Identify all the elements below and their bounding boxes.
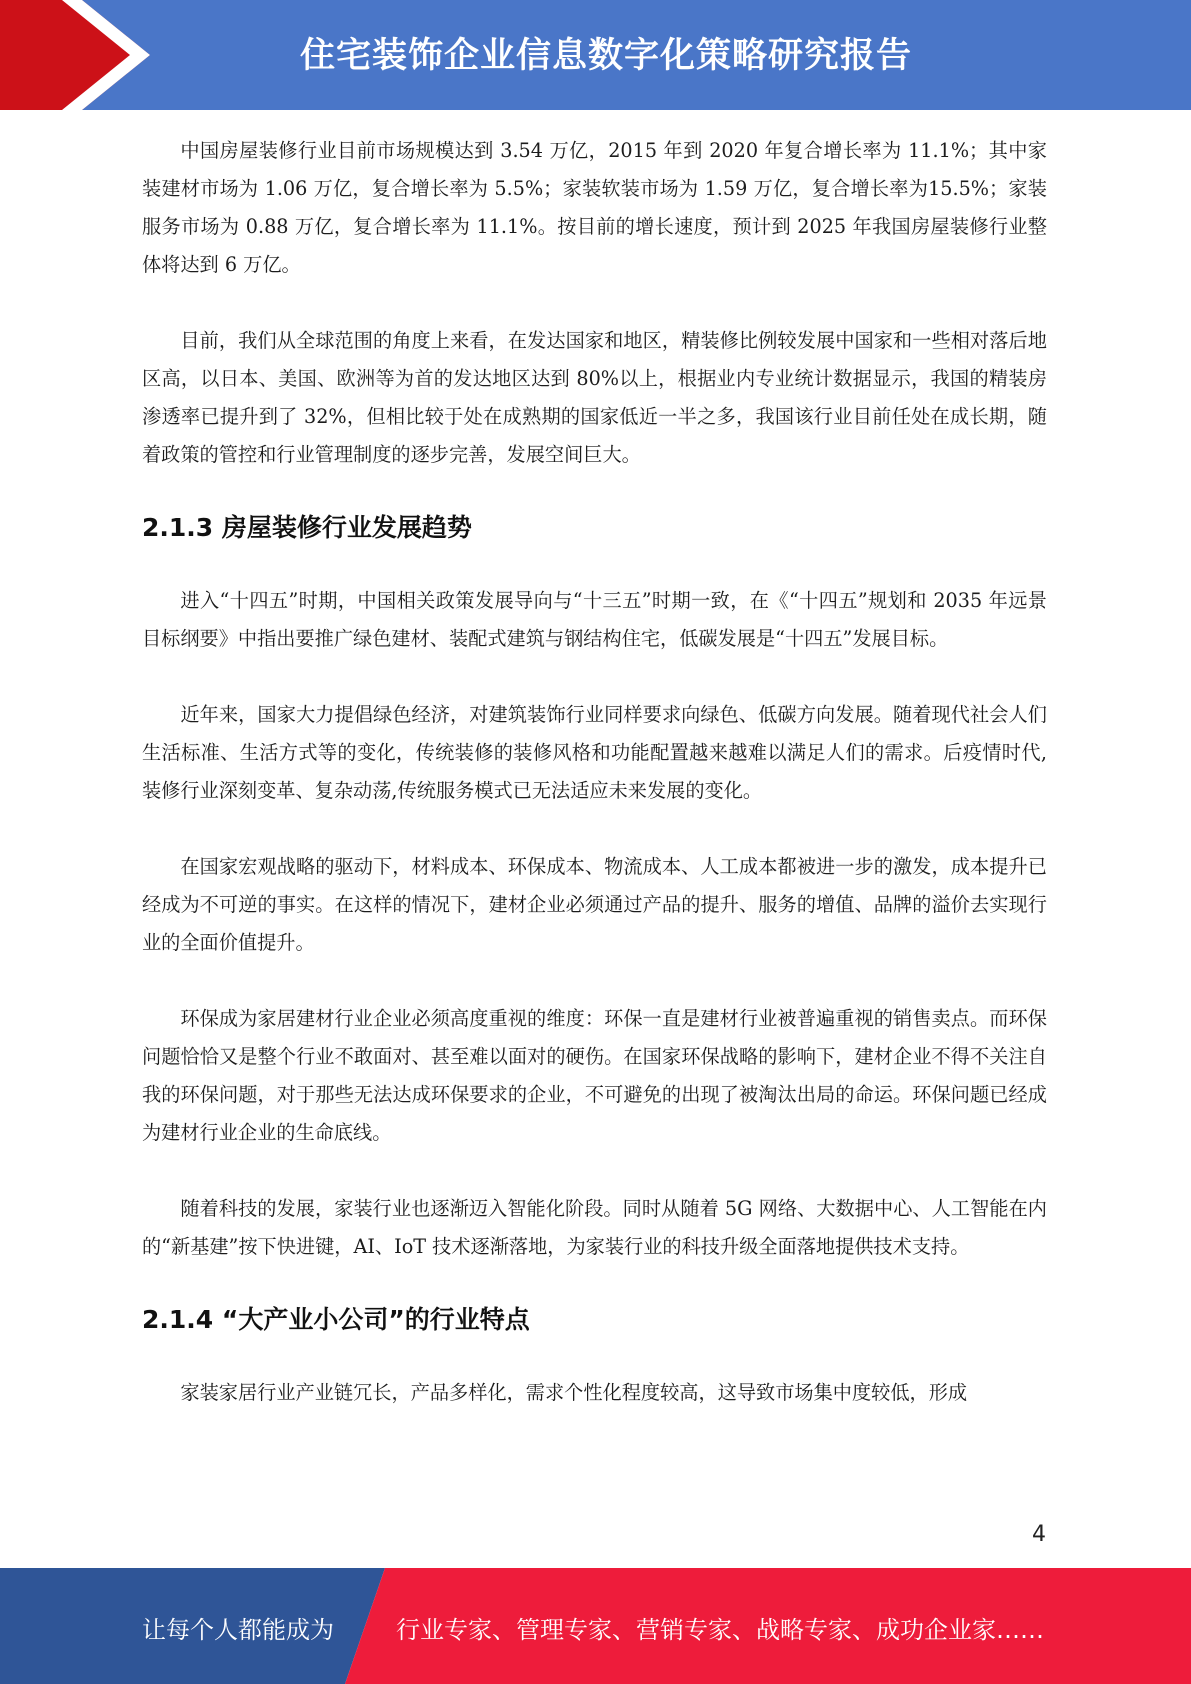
paragraph: 中国房屋装修行业目前市场规模达到 3.54 万亿，2015 年到 2020 年复合增长率为 11.1%；其中家装建材市场为 1.06 万亿，复合增长率为 5.5%；家装软装市场为 1.59 万亿，复合增长率为15.5%；家装服务市场为 0.88 万亿，复合增长率为 11.1%。按目前的增长速度，预计到 2025 年我国房屋装修行业整体将达到 6 万亿。	[142, 139, 1047, 276]
paragraph: 目前，我们从全球范围的角度上来看，在发达国家和地区，精装修比例较发展中国家和一些相对落后地区高，以日本、美国、欧洲等为首的发达地区达到 80%以上，根据业内专业统计数据显示，我国的精装房渗透率已提升到了 32%，但相比较于处在成熟期的国家低近一半之多，我国该行业目前任处在成长期，随着政策的管控和行业管理制度的逐步完善，发展空间巨大。	[142, 329, 1047, 466]
page-header	[0, 0, 1191, 110]
paragraph: 家装家居行业产业链冗长，产品多样化，需求个性化程度较高，这导致市场集中度较低，形成	[180, 1381, 968, 1404]
paragraph: 进入“十四五”时期，中国相关政策发展导向与“十三五”时期一致，在《“十四五”规划和 2035 年远景目标纲要》中指出要推广绿色建材、装配式建筑与钢结构住宅，低碳发展是“十四五”发展目标。	[142, 589, 1047, 650]
paragraph: 在国家宏观战略的驱动下，材料成本、环保成本、物流成本、人工成本都被进一步的激发，成本提升已经成为不可逆的事实。在这样的情况下，建材企业必须通过产品的提升、服务的增值、品牌的溢价去实现行业的全面价值提升。	[142, 855, 1047, 954]
page-number: 4	[1032, 1522, 1046, 1547]
paragraph: 环保成为家居建材行业企业必须高度重视的维度：环保一直是建材行业被普遍重视的销售卖点。而环保问题恰恰又是整个行业不敢面对、甚至难以面对的硬伤。在国家环保战略的影响下，建材企业不得不关注自我的环保问题，对于那些无法达成环保要求的企业，不可避免的出现了被淘汰出局的命运。环保问题已经成为建材行业企业的生命底线。	[142, 1007, 1047, 1144]
paragraph: 随着科技的发展，家装行业也逐渐迈入智能化阶段。同时从随着 5G 网络、大数据中心、人工智能在内的“新基建”按下快进键，AI、IoT 技术逐渐落地，为家装行业的科技升级全面落地提供技术支持。	[142, 1197, 1047, 1258]
page-footer	[0, 1568, 1191, 1684]
section-heading-2-1-3: 2.1.3 房屋装修行业发展趋势	[142, 513, 472, 542]
section-heading-2-1-4: 2.1.4 “大产业小公司”的行业特点	[142, 1305, 530, 1334]
footer-slogan-right: 行业专家、管理专家、营销专家、战略专家、成功企业家……	[396, 1616, 1044, 1644]
footer-slogan-left: 让每个人都能成为	[142, 1616, 334, 1644]
report-title: 住宅装饰企业信息数字化策略研究报告	[300, 36, 913, 76]
document-body	[142, 132, 1047, 1412]
header-arrow-icon	[0, 0, 160, 110]
paragraph: 近年来，国家大力提倡绿色经济，对建筑装饰行业同样要求向绿色、低碳方向发展。随着现代社会人们生活标准、生活方式等的变化，传统装修的装修风格和功能配置越来越难以满足人们的需求。后疫情时代,装修行业深刻变革、复杂动荡,传统服务模式已无法适应未来发展的变化。	[142, 703, 1047, 802]
